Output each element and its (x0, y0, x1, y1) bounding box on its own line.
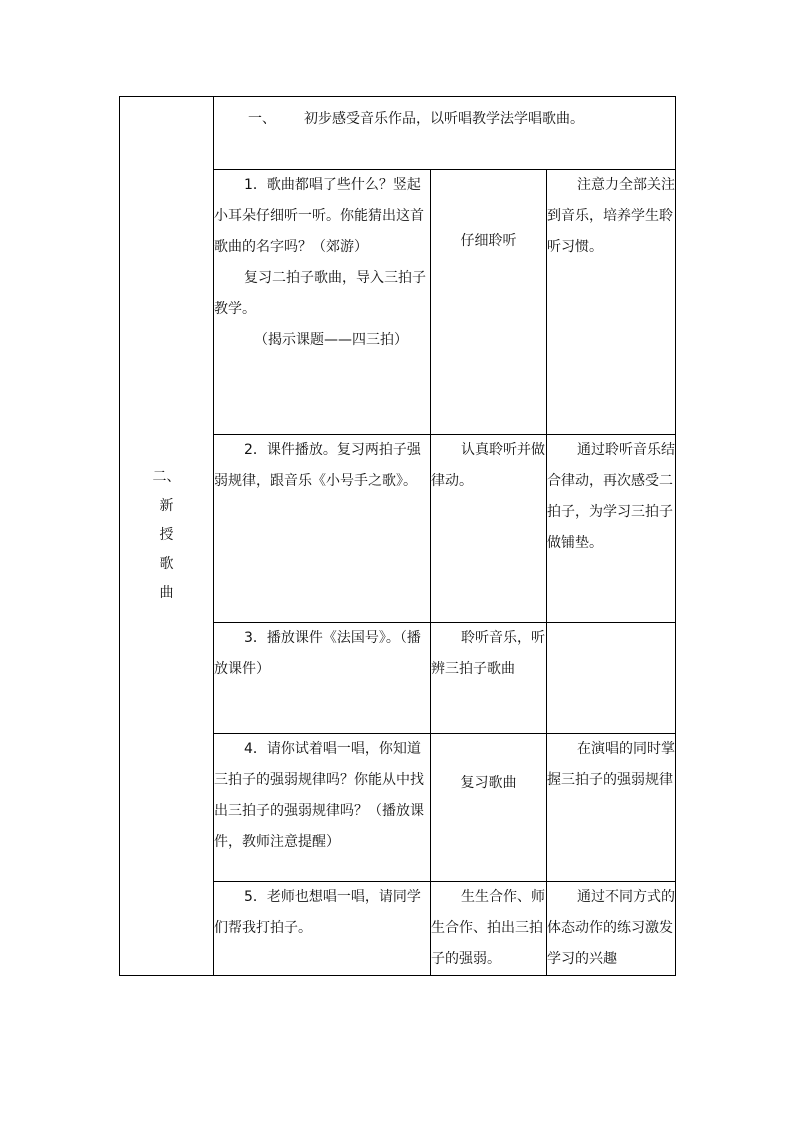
student-activity-text: 仔细聆听 (460, 233, 517, 249)
teacher-activity-text: 3．播放课件《法国号》。（播放课件） (214, 630, 421, 677)
design-purpose-cell (547, 170, 676, 435)
teacher-activity-cell (214, 170, 431, 435)
intro-cell (214, 97, 676, 170)
student-activity-text: 聆听音乐，听辨三拍子歌曲 (431, 630, 545, 677)
teacher-activity-text: （揭示课题——四三拍） (254, 332, 408, 348)
teacher-activity-text: 1．歌曲都唱了些什么？竖起小耳朵仔细听一听。你能猜出这首歌曲的名字吗？（郊游） (214, 177, 424, 255)
design-purpose-text: 在演唱的同时掌握三拍子的强弱规律 (547, 741, 675, 788)
intro-row (120, 97, 676, 170)
teacher-activity-cell (214, 882, 431, 976)
section-label (152, 463, 182, 608)
teacher-activity-text: 复习二拍子歌曲，导入三拍子教学。 (214, 270, 426, 317)
intro-number: 一、 (248, 111, 276, 127)
design-purpose-cell (547, 435, 676, 623)
section-label-char: 授 (159, 527, 174, 543)
design-purpose-text: 通过聆听音乐结合律动，再次感受二拍子，为学习三拍子做铺垫。 (547, 442, 675, 551)
student-activity-cell (431, 170, 547, 435)
teacher-activity-text: 2．课件播放。复习两拍子强弱规律，跟音乐《小号手之歌》。 (214, 442, 421, 489)
student-activity-text: 复习歌曲 (460, 775, 517, 791)
section-label-char: 歌 (159, 556, 174, 572)
teacher-activity-cell (214, 734, 431, 882)
student-activity-cell (431, 435, 547, 623)
student-activity-text: 生生合作、师生合作、拍出三拍子的强弱。 (431, 889, 545, 967)
section-cell (120, 97, 214, 976)
intro-text: 初步感受音乐作品，以听唱教学法学唱歌曲。 (304, 111, 584, 127)
design-purpose-text: 通过不同方式的体态动作的练习激发学习的兴趣 (547, 889, 675, 967)
section-label-char: 新 (159, 498, 174, 514)
design-purpose-cell (547, 882, 676, 976)
section-label-char: 二、 (152, 469, 181, 485)
teacher-activity-cell (214, 435, 431, 623)
student-activity-text: 认真聆听并做律动。 (431, 442, 545, 489)
teacher-activity-cell (214, 623, 431, 734)
teacher-activity-text: 4．请你试着唱一唱，你知道三拍子的强弱规律吗？你能从中找出三拍子的强弱规律吗？（播放课件，教师注意提醒） (214, 741, 424, 850)
section-label-char: 曲 (159, 585, 174, 601)
teacher-activity-text: 5．老师也想唱一唱，请同学们帮我打拍子。 (214, 889, 421, 936)
design-purpose-cell (547, 623, 676, 734)
lesson-plan-table (119, 96, 676, 976)
design-purpose-cell (547, 734, 676, 882)
student-activity-cell (431, 734, 547, 882)
student-activity-cell (431, 623, 547, 734)
student-activity-cell (431, 882, 547, 976)
design-purpose-text: 注意力全部关注到音乐，培养学生聆听习惯。 (547, 177, 675, 255)
